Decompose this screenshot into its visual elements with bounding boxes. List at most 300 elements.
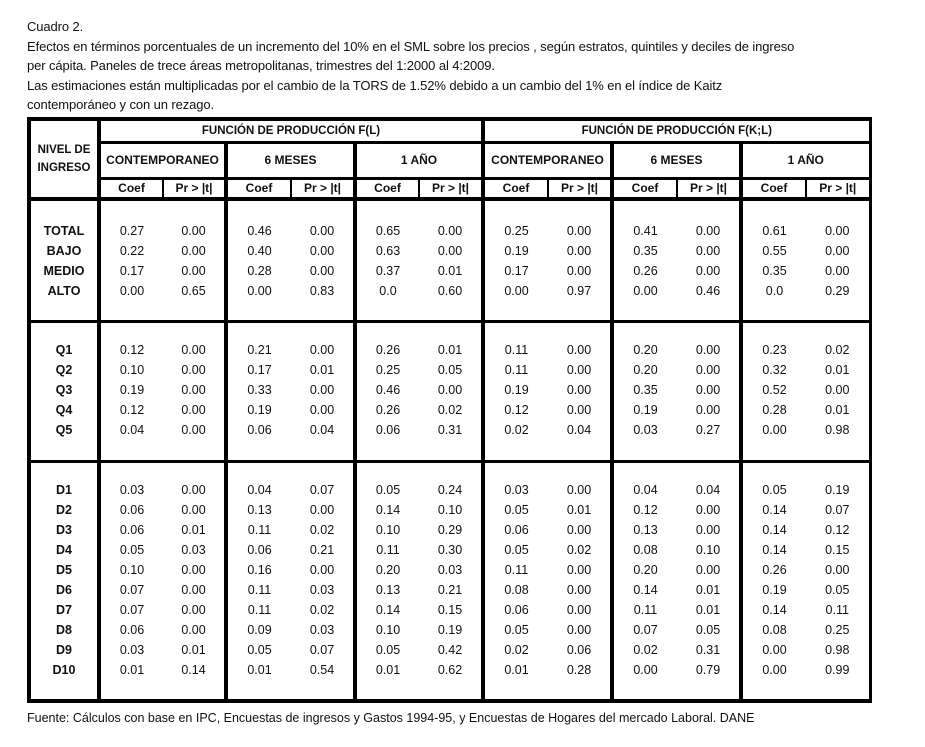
pvalue-value: 0.01 <box>437 342 463 357</box>
pvalue-value: 0.03 <box>309 582 335 597</box>
row-label: BAJO <box>46 244 82 258</box>
spacer <box>548 201 610 221</box>
pvalue-value: 0.00 <box>309 402 335 417</box>
pvalue-value: 0.28 <box>566 662 592 677</box>
pvalue-value: 0.14 <box>181 662 206 677</box>
spacer <box>101 323 163 340</box>
spacer <box>614 201 677 221</box>
pvalue-value: 0.10 <box>695 542 721 557</box>
row-label: Q2 <box>55 362 73 377</box>
coef-value: 0.10 <box>119 362 145 377</box>
coef-column <box>612 199 677 321</box>
coef-value: 0.11 <box>247 582 272 597</box>
pvalue-value: 0.04 <box>566 422 592 437</box>
pvalue-value: 0.02 <box>309 602 335 617</box>
coef-value: 0.19 <box>633 402 658 417</box>
coef-value: 0.06 <box>247 542 272 557</box>
coef-value: 0.17 <box>119 264 145 278</box>
coef-header: Coef <box>483 178 548 199</box>
pvalue-value: 0.00 <box>566 562 592 577</box>
pvalue-column <box>291 199 355 321</box>
pvalue-value: 0.00 <box>181 402 206 417</box>
pvalue-value: 0.00 <box>309 244 335 258</box>
spacer <box>228 463 291 480</box>
coef-value: 0.00 <box>762 662 787 677</box>
coef-column <box>99 461 163 701</box>
spacer <box>31 463 97 480</box>
spacer <box>357 323 419 340</box>
coef-value: 0.14 <box>762 502 787 517</box>
coef-value: 0.11 <box>504 362 529 377</box>
pvalue-value: 0.00 <box>825 382 850 397</box>
coef-value: 0.52 <box>762 382 787 397</box>
coef-value: 0.03 <box>633 422 658 437</box>
coef-value: 0.55 <box>762 244 787 258</box>
pvalue-value: 0.00 <box>566 522 592 537</box>
coef-column <box>99 321 163 461</box>
pvalue-column <box>419 199 483 321</box>
spacer <box>677 201 739 221</box>
coef-header: Coef <box>226 178 291 199</box>
pvalue-value: 0.00 <box>181 362 206 377</box>
coef-value: 0.00 <box>762 422 787 437</box>
coef-value: 0.0 <box>379 284 397 298</box>
pvalue-value: 0.00 <box>566 402 592 417</box>
coef-column <box>226 199 291 321</box>
header-row-stats <box>29 178 870 199</box>
pvalue-value: 0.19 <box>437 622 463 637</box>
coef-value: 0.07 <box>633 622 658 637</box>
coef-value: 0.37 <box>375 264 401 278</box>
pvalue-value: 0.07 <box>309 482 335 497</box>
period-header: CONTEMPORANEO <box>99 142 226 178</box>
coef-value: 0.19 <box>762 582 787 597</box>
pvalue-value: 0.00 <box>309 264 335 278</box>
spacer <box>677 323 739 340</box>
row-group <box>29 461 870 701</box>
coef-column <box>355 321 419 461</box>
coef-value: 0.14 <box>762 542 787 557</box>
pvalue-column <box>163 461 226 701</box>
coef-value: 0.0 <box>765 284 784 298</box>
pvalue-value: 0.00 <box>309 382 335 397</box>
coef-value: 0.26 <box>375 342 401 357</box>
pvalue-value: 0.07 <box>309 642 335 657</box>
coef-value: 0.02 <box>633 642 658 657</box>
pvalue-value: 0.60 <box>437 284 463 298</box>
coef-value: 0.01 <box>375 662 401 677</box>
spacer <box>614 463 677 480</box>
coef-value: 0.02 <box>504 422 529 437</box>
pvalue-value: 0.00 <box>695 522 721 537</box>
caption-line: Efectos en términos porcentuales de un incremento del 10% en el SML sobre los precios , según estratos, quintiles y deciles de ingreso <box>27 38 795 54</box>
coef-value: 0.65 <box>375 224 401 238</box>
row-header <box>29 119 99 199</box>
coef-value: 0.17 <box>247 362 272 377</box>
pvalue-header: Pr > |t| <box>806 178 870 199</box>
pvalue-value: 0.00 <box>309 342 335 357</box>
pvalue-column <box>677 321 741 461</box>
pvalue-value: 0.00 <box>181 562 206 577</box>
coef-value: 0.35 <box>633 244 658 258</box>
coef-value: 0.03 <box>504 482 529 497</box>
coef-value: 0.00 <box>247 284 272 298</box>
coef-value: 0.26 <box>375 402 401 417</box>
pvalue-value: 0.30 <box>437 542 463 557</box>
coef-value: 0.06 <box>504 522 529 537</box>
pvalue-value: 0.05 <box>825 582 850 597</box>
coef-value: 0.12 <box>119 402 145 417</box>
coef-value: 0.35 <box>762 264 787 278</box>
spacer <box>101 201 163 221</box>
pvalue-value: 0.00 <box>695 402 721 417</box>
pvalue-value: 0.00 <box>825 264 850 278</box>
pvalue-value: 0.27 <box>695 422 721 437</box>
row-label: D9 <box>56 642 72 657</box>
pvalue-value: 0.05 <box>695 622 721 637</box>
row-labels <box>29 321 99 461</box>
pvalue-value: 0.04 <box>309 422 335 437</box>
period-header: 6 MESES <box>226 142 355 178</box>
coef-value: 0.11 <box>247 522 272 537</box>
spacer <box>163 323 224 340</box>
coef-column <box>612 321 677 461</box>
pvalue-value: 0.00 <box>181 422 206 437</box>
coef-header: Coef <box>612 178 677 199</box>
pvalue-header: Pr > |t| <box>291 178 355 199</box>
pvalue-column <box>677 199 741 321</box>
pvalue-value: 0.97 <box>566 284 592 298</box>
pvalue-header: Pr > |t| <box>163 178 226 199</box>
results-table <box>27 117 872 703</box>
coef-header: Coef <box>355 178 419 199</box>
pvalue-value: 0.31 <box>437 422 463 437</box>
coef-value: 0.06 <box>119 522 145 537</box>
pvalue-value: 0.07 <box>825 502 850 517</box>
group-header: FUNCIÓN DE PRODUCCIÓN F(L) <box>99 119 483 142</box>
coef-value: 0.12 <box>119 342 145 357</box>
pvalue-value: 0.00 <box>566 224 592 238</box>
pvalue-value: 0.01 <box>437 264 463 278</box>
pvalue-value: 0.01 <box>695 582 721 597</box>
coef-value: 0.13 <box>375 582 401 597</box>
spacer <box>419 323 481 340</box>
pvalue-value: 0.12 <box>825 522 850 537</box>
coef-column <box>741 199 806 321</box>
pvalue-value: 0.00 <box>181 264 206 278</box>
pvalue-value: 0.00 <box>695 224 721 238</box>
pvalue-value: 0.29 <box>825 284 850 298</box>
coef-value: 0.06 <box>119 622 145 637</box>
pvalue-column <box>291 321 355 461</box>
coef-value: 0.19 <box>247 402 272 417</box>
row-label: D2 <box>56 502 72 517</box>
pvalue-value: 0.00 <box>695 502 721 517</box>
row-labels <box>29 461 99 701</box>
coef-value: 0.11 <box>247 602 272 617</box>
pvalue-value: 0.02 <box>437 402 463 417</box>
coef-value: 0.41 <box>633 224 658 238</box>
coef-value: 0.04 <box>119 422 145 437</box>
coef-value: 0.04 <box>633 482 658 497</box>
pvalue-value: 0.29 <box>437 522 463 537</box>
coef-value: 0.14 <box>762 522 787 537</box>
coef-value: 0.35 <box>633 382 658 397</box>
spacer <box>228 323 291 340</box>
coef-value: 0.01 <box>119 662 145 677</box>
spacer <box>806 201 869 221</box>
spacer <box>31 201 97 221</box>
row-label: ALTO <box>47 284 81 298</box>
coef-value: 0.00 <box>504 284 529 298</box>
row-label: MEDIO <box>43 264 85 278</box>
coef-value: 0.11 <box>504 342 529 357</box>
spacer <box>548 463 610 480</box>
coef-value: 0.11 <box>376 542 400 557</box>
pvalue-value: 0.00 <box>181 244 206 258</box>
pvalue-value: 0.01 <box>825 362 850 377</box>
pvalue-column <box>548 461 612 701</box>
pvalue-value: 0.31 <box>695 642 721 657</box>
coef-value: 0.19 <box>119 382 145 397</box>
coef-value: 0.03 <box>119 642 145 657</box>
coef-value: 0.33 <box>247 382 272 397</box>
pvalue-header: Pr > |t| <box>419 178 483 199</box>
coef-value: 0.23 <box>762 342 787 357</box>
pvalue-value: 0.00 <box>566 244 592 258</box>
coef-header: Coef <box>99 178 163 199</box>
row-label: D1 <box>56 482 72 497</box>
pvalue-value: 0.21 <box>437 582 463 597</box>
coef-value: 0.14 <box>633 582 658 597</box>
coef-column <box>741 321 806 461</box>
coef-value: 0.05 <box>504 622 529 637</box>
coef-value: 0.46 <box>375 382 401 397</box>
coef-value: 0.14 <box>762 602 787 617</box>
spacer <box>806 323 869 340</box>
row-header-label: NIVEL DE INGRESO <box>37 144 91 174</box>
pvalue-value: 0.01 <box>695 602 721 617</box>
coef-value: 0.10 <box>375 522 401 537</box>
coef-column <box>355 461 419 701</box>
coef-value: 0.63 <box>375 244 401 258</box>
coef-value: 0.61 <box>762 224 787 238</box>
coef-value: 0.21 <box>247 342 272 357</box>
pvalue-column <box>419 461 483 701</box>
pvalue-value: 0.15 <box>825 542 850 557</box>
coef-value: 0.19 <box>504 244 529 258</box>
coef-column <box>483 321 548 461</box>
coef-value: 0.00 <box>119 284 145 298</box>
coef-value: 0.46 <box>247 224 272 238</box>
pvalue-value: 0.01 <box>181 522 206 537</box>
pvalue-value: 0.00 <box>181 602 206 617</box>
coef-value: 0.00 <box>762 642 787 657</box>
coef-value: 0.10 <box>119 562 145 577</box>
pvalue-value: 0.04 <box>695 482 721 497</box>
pvalue-header: Pr > |t| <box>677 178 741 199</box>
pvalue-value: 0.03 <box>437 562 463 577</box>
row-label: D3 <box>56 522 72 537</box>
spacer <box>291 463 353 480</box>
coef-value: 0.01 <box>504 662 529 677</box>
pvalue-value: 0.00 <box>309 502 335 517</box>
coef-value: 0.03 <box>119 482 145 497</box>
spacer <box>163 201 224 221</box>
coef-value: 0.20 <box>633 362 658 377</box>
spacer <box>548 323 610 340</box>
pvalue-value: 0.21 <box>309 542 335 557</box>
coef-column <box>483 461 548 701</box>
pvalue-column <box>806 321 870 461</box>
pvalue-value: 0.00 <box>181 582 206 597</box>
coef-column <box>612 461 677 701</box>
pvalue-value: 0.01 <box>181 642 206 657</box>
pvalue-value: 0.00 <box>566 582 592 597</box>
coef-value: 0.11 <box>504 562 529 577</box>
spacer <box>228 201 291 221</box>
spacer <box>357 201 419 221</box>
pvalue-value: 0.00 <box>566 342 592 357</box>
pvalue-value: 0.79 <box>695 662 721 677</box>
pvalue-value: 0.06 <box>566 642 592 657</box>
pvalue-value: 0.00 <box>695 562 721 577</box>
row-label: D5 <box>56 562 72 577</box>
coef-value: 0.00 <box>633 284 658 298</box>
coef-value: 0.05 <box>375 482 401 497</box>
coef-value: 0.05 <box>504 502 529 517</box>
coef-value: 0.13 <box>633 522 658 537</box>
row-label: Q3 <box>55 382 73 397</box>
spacer <box>357 463 419 480</box>
pvalue-column <box>419 321 483 461</box>
spacer <box>485 201 548 221</box>
row-label: D8 <box>56 622 72 637</box>
pvalue-value: 0.03 <box>309 622 335 637</box>
pvalue-value: 0.05 <box>437 362 463 377</box>
row-label: TOTAL <box>43 224 85 238</box>
spacer <box>419 201 481 221</box>
pvalue-value: 0.42 <box>437 642 463 657</box>
caption-line: per cápita. Paneles de trece áreas metropolitanas, trimestres del 1:2000 al 4:2009. <box>27 58 495 73</box>
coef-value: 0.00 <box>633 662 658 677</box>
source-note: Fuente: Cálculos con base en IPC, Encuestas de ingresos y Gastos 1994-95, y Encuestas de Hogares del mercado Laboral. DANE <box>27 711 755 725</box>
coef-value: 0.04 <box>247 482 272 497</box>
group-header: FUNCIÓN DE PRODUCCIÓN F(K;L) <box>483 119 870 142</box>
coef-value: 0.40 <box>247 244 272 258</box>
pvalue-value: 0.00 <box>566 482 592 497</box>
pvalue-value: 0.03 <box>181 542 206 557</box>
pvalue-value: 0.00 <box>566 622 592 637</box>
header-row-periods <box>29 142 870 178</box>
pvalue-column <box>677 461 741 701</box>
coef-value: 0.26 <box>633 264 658 278</box>
pvalue-value: 0.00 <box>566 382 592 397</box>
coef-value: 0.09 <box>247 622 272 637</box>
pvalue-value: 0.83 <box>309 284 335 298</box>
pvalue-value: 0.98 <box>825 422 850 437</box>
pvalue-value: 0.02 <box>566 542 592 557</box>
coef-value: 0.32 <box>762 362 787 377</box>
pvalue-value: 0.11 <box>825 602 849 617</box>
coef-value: 0.20 <box>633 562 658 577</box>
coef-header: Coef <box>741 178 806 199</box>
coef-value: 0.08 <box>504 582 529 597</box>
coef-value: 0.08 <box>633 542 658 557</box>
pvalue-value: 0.00 <box>181 482 206 497</box>
row-labels <box>29 199 99 321</box>
coef-value: 0.05 <box>119 542 145 557</box>
spacer <box>485 463 548 480</box>
row-label: D4 <box>56 542 72 557</box>
coef-value: 0.14 <box>375 502 401 517</box>
row-label: Q1 <box>55 342 73 357</box>
coef-value: 0.06 <box>504 602 529 617</box>
coef-value: 0.06 <box>247 422 272 437</box>
pvalue-value: 0.24 <box>437 482 463 497</box>
coef-value: 0.06 <box>119 502 145 517</box>
pvalue-value: 0.65 <box>181 284 206 298</box>
coef-value: 0.11 <box>633 602 658 617</box>
row-group <box>29 199 870 321</box>
pvalue-value: 0.00 <box>695 342 721 357</box>
coef-value: 0.05 <box>375 642 401 657</box>
spacer <box>419 463 481 480</box>
pvalue-header: Pr > |t| <box>548 178 612 199</box>
spacer <box>806 463 869 480</box>
pvalue-value: 0.19 <box>825 482 850 497</box>
row-label: D7 <box>56 602 72 617</box>
coef-value: 0.19 <box>504 382 529 397</box>
row-group <box>29 321 870 461</box>
coef-value: 0.13 <box>247 502 272 517</box>
pvalue-value: 0.10 <box>437 502 463 517</box>
pvalue-value: 0.00 <box>695 264 721 278</box>
coef-value: 0.25 <box>504 224 529 238</box>
pvalue-column <box>163 321 226 461</box>
spacer <box>291 323 353 340</box>
pvalue-value: 0.98 <box>825 642 850 657</box>
pvalue-value: 0.00 <box>181 342 206 357</box>
pvalue-value: 0.25 <box>825 622 850 637</box>
coef-value: 0.08 <box>762 622 787 637</box>
spacer <box>31 323 97 340</box>
coef-value: 0.25 <box>375 362 401 377</box>
row-label: Q5 <box>55 422 73 437</box>
row-label: Q4 <box>55 402 73 417</box>
coef-value: 0.28 <box>247 264 272 278</box>
pvalue-value: 0.99 <box>825 662 850 677</box>
coef-value: 0.16 <box>247 562 272 577</box>
pvalue-column <box>806 199 870 321</box>
period-header: 1 AÑO <box>741 142 870 178</box>
pvalue-column <box>548 321 612 461</box>
period-header: CONTEMPORANEO <box>483 142 612 178</box>
period-header: 6 MESES <box>612 142 741 178</box>
pvalue-column <box>163 199 226 321</box>
pvalue-value: 0.62 <box>437 662 463 677</box>
header-row-groups <box>29 119 870 142</box>
pvalue-value: 0.15 <box>437 602 463 617</box>
coef-column <box>99 199 163 321</box>
coef-value: 0.02 <box>504 642 529 657</box>
pvalue-column <box>291 461 355 701</box>
caption-line: contemporáneo y con un rezago. <box>27 97 215 112</box>
pvalue-value: 0.02 <box>825 342 850 357</box>
pvalue-value: 0.00 <box>181 502 206 517</box>
pvalue-value: 0.00 <box>309 562 335 577</box>
pvalue-value: 0.00 <box>825 224 850 238</box>
